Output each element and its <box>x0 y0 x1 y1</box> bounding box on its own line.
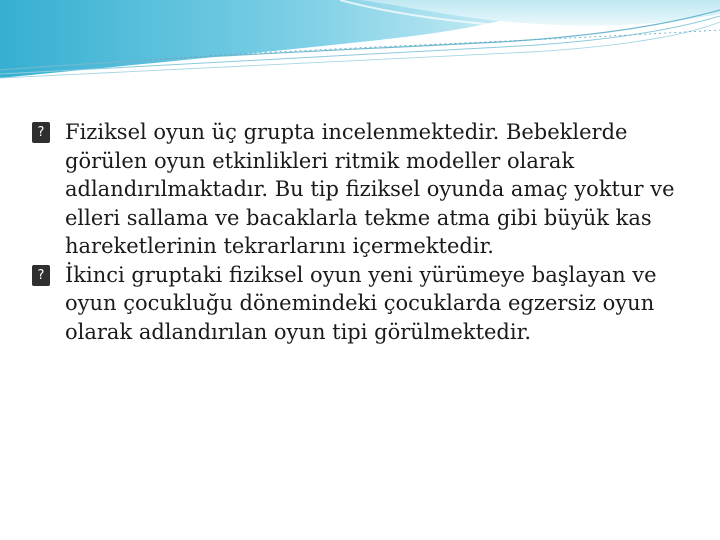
header-wave-decoration <box>0 0 720 90</box>
replacement-char-icon: ? <box>32 122 50 143</box>
bullet-text: Fiziksel oyun üç grupta incelenmektedir. Bebeklerde görülen oyun etkinlikleri ritmik modeller olarak adlandırılmaktadır. Bu tip fiziksel oyunda amaç yoktur ve elleri sallama ve bacaklarla tekme atma gibi büyük kas hareketlerinin tekrarlarını içermektedir. <box>65 120 675 258</box>
bullet-item-physical-play-groups <box>32 118 692 261</box>
bullet-text: İkinci gruptaki fiziksel oyun yeni yürümeye başlayan ve oyun çocukluğu dönemindeki çocuklarda egzersiz oyun olarak adlandırılan oyun tipi görülmektedir. <box>65 262 657 344</box>
bullet-item-second-group <box>32 261 692 347</box>
bullet-list <box>32 118 692 346</box>
replacement-char-icon: ? <box>32 265 50 286</box>
